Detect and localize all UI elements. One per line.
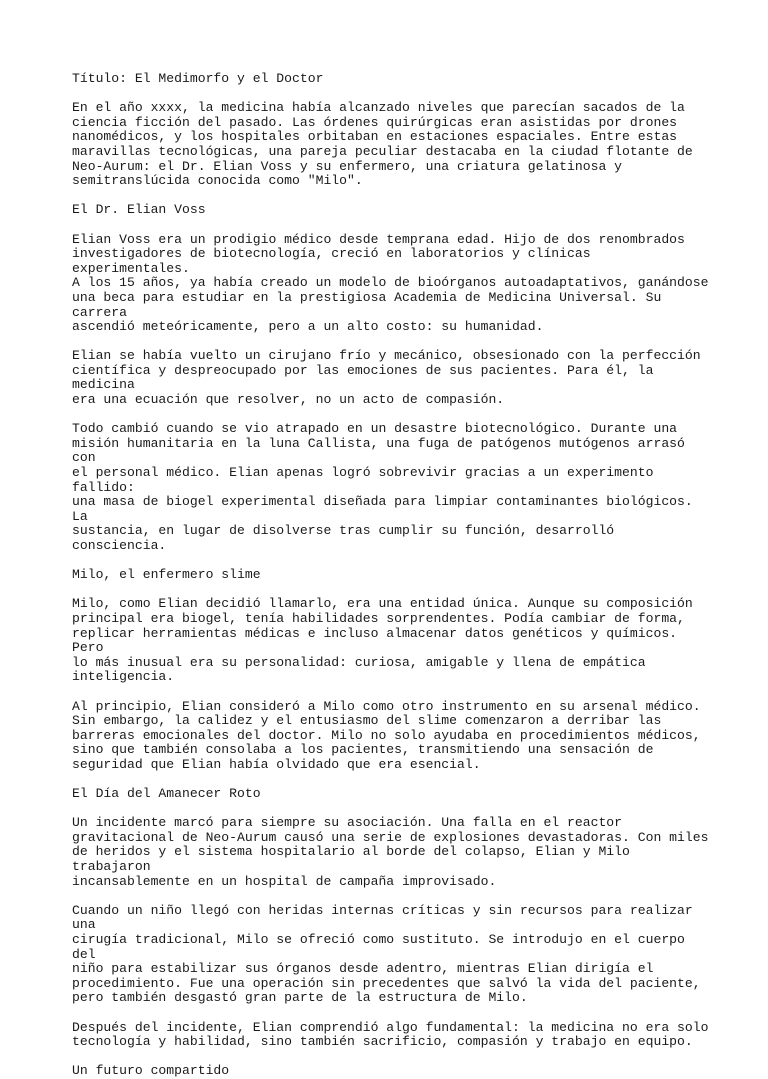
paragraph: Un incidente marcó para siempre su asociación. Una falla en el reactor gravitacional de Neo-Aurum causó una serie de explosiones devastadoras. Con miles de heridos y el sistema hospitalario al borde del colapso, Elian y Milo trabajaron incansablemente en un hospital de campaña improvisado. [72, 815, 709, 889]
paragraph: Elian Voss era un prodigio médico desde temprana edad. Hijo de dos renombrados investigadores de biotecnología, creció en laboratorios y clínicas experimentales. A los 15 años, ya había creado un modelo de bioórganos autoadaptativos, ganándose una beca para estudiar en la prestigiosa Academia de Medicina Universal. Su carrera ascendió meteóricamente, pero a un alto costo: su humanidad. [72, 231, 709, 335]
paragraph: Cuando un niño llegó con heridas internas críticas y sin recursos para realizar una cirugía tradicional, Milo se ofreció como sustituto. Se introdujo en el cuerpo del niño para estabilizar sus órganos desde adentro, mientras Elian dirigía el procedimiento. Fue una operación sin precedentes que salvó la vida del paciente, pero también desgastó gran parte de la estructura de Milo. [72, 902, 701, 1006]
paragraph: Después del incidente, Elian comprendió algo fundamental: la medicina no era solo tecnología y habilidad, sino también sacrificio, compasión y trabajo en equipo. [72, 1019, 709, 1050]
section-heading-milo: Milo, el enfermero slime [72, 567, 261, 583]
section-heading-amanecer-roto: El Día del Amanecer Roto [72, 786, 261, 802]
document-page [72, 72, 712, 1079]
paragraph: Milo, como Elian decidió llamarlo, era una entidad única. Aunque su composición principal era biogel, tenía habilidades sorprendentes. Podía cambiar de forma, replicar herramientas médicas e incluso almacenar datos genéticos y químicos. Pero lo más inusual era su personalidad: curiosa, amigable y llena de empática inteligencia. [72, 596, 693, 685]
intro-paragraph: En el año xxxx, la medicina había alcanzado niveles que parecían sacados de la ciencia ficción del pasado. Las órdenes quirúrgicas eran asistidas por drones nanomédicos, y los hospitales orbitaban en estaciones espaciales. Entre estas maravillas tecnológicas, una pareja peculiar destacaba en la ciudad flotante de Neo-Aurum: el Dr. Elian Voss y su enfermero, una criatura gelatinosa y semitranslúcida conocida como "Milo". [72, 100, 693, 189]
paragraph: Todo cambió cuando se vio atrapado en un desastre biotecnológico. Durante una misión humanitaria en la luna Callista, una fuga de patógenos mutógenos arrasó con el personal médico. Elian apenas logró sobrevivir gracias a un experimento fallido: una masa de biogel experimental diseñada para limpiar contaminantes biológicos. La sustancia, en lugar de disolverse tras cumplir su función, desarrolló consciencia. [72, 421, 693, 553]
paragraph: Elian se había vuelto un cirujano frío y mecánico, obsesionado con la perfección científica y despreocupado por las emociones de sus pacientes. Para él, la medicina era una ecuación que resolver, no un acto de compasión. [72, 348, 701, 408]
paragraph: Al principio, Elian consideró a Milo como otro instrumento en su arsenal médico. Sin embargo, la calidez y el entusiasmo del slime comenzaron a derribar las barreras emocionales del doctor. Milo no solo ayudaba en procedimientos médicos, sino que también consolaba a los pacientes, transmitiendo una sensación de seguridad que Elian había olvidado que era esencial. [72, 698, 701, 772]
section-heading-elian-voss: El Dr. Elian Voss [72, 202, 206, 218]
section-heading-futuro-compartido: Un futuro compartido [72, 1063, 230, 1079]
document-title: Título: El Medimorfo y el Doctor [72, 71, 324, 86]
